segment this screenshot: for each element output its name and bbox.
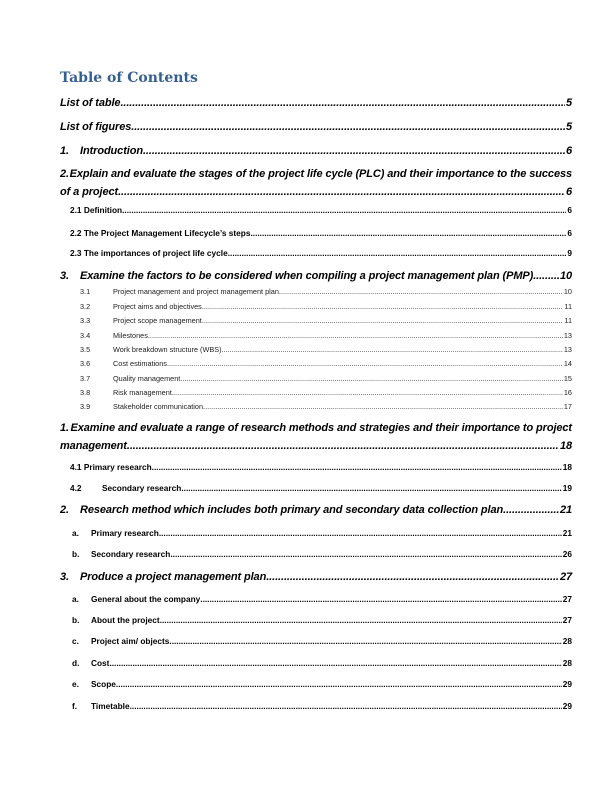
dot-leader <box>266 571 559 583</box>
toc-entry[interactable] <box>72 679 572 689</box>
toc-entry-page: 13 <box>563 331 572 340</box>
toc-entry-number: a. <box>72 594 79 604</box>
dot-leader <box>202 302 564 311</box>
toc-entry[interactable] <box>60 504 572 516</box>
toc-entry[interactable] <box>72 528 572 538</box>
toc-entry-number: 2. <box>60 504 69 516</box>
dot-leader <box>172 388 563 397</box>
dot-leader <box>222 345 563 354</box>
toc-entry-number: 1. <box>60 422 69 434</box>
toc-entry[interactable] <box>70 248 572 258</box>
toc-entry-text: Cost estimations <box>113 359 167 368</box>
toc-entry-number: 4.2 <box>70 483 82 493</box>
toc-entry[interactable] <box>80 302 572 311</box>
toc-entry-page: 11 <box>564 302 572 311</box>
dot-leader <box>131 121 565 133</box>
toc-entry-text: List of table <box>60 97 121 109</box>
toc-entry-page: 27 <box>562 594 572 604</box>
toc-entry[interactable] <box>72 658 572 668</box>
dot-leader <box>152 462 562 472</box>
toc-entry-page: 21 <box>562 528 572 538</box>
toc-entry[interactable] <box>60 121 572 133</box>
toc-entry-number: 3.2 <box>80 302 91 311</box>
toc-entry-number: 3. <box>60 571 69 583</box>
toc-entry-text: Project management and project management plan <box>113 287 279 296</box>
toc-entry[interactable] <box>70 462 572 472</box>
toc-entry[interactable] <box>60 145 572 157</box>
toc-entry[interactable] <box>72 549 572 559</box>
dot-leader <box>148 331 563 340</box>
toc-entry-text: List of figures <box>60 121 132 133</box>
toc-entry-text: Timetable <box>91 701 130 711</box>
toc-entry[interactable] <box>80 287 572 296</box>
toc-entry-page: 10 <box>559 270 572 282</box>
toc-entry[interactable] <box>72 636 572 646</box>
dot-leader <box>202 316 564 325</box>
toc-entry-page: 6 <box>567 205 572 215</box>
dot-leader <box>200 594 562 604</box>
toc-entry[interactable] <box>72 701 572 711</box>
toc-entry-number: 3.1 <box>80 287 91 296</box>
toc-entry[interactable] <box>80 331 572 340</box>
toc-entry-number: a. <box>72 528 79 538</box>
toc-entry-page: 21 <box>559 504 572 516</box>
toc-entry[interactable] <box>80 316 572 325</box>
toc-entry-text: 2.2 The Project Management Lifecycle’s steps <box>70 228 251 238</box>
toc-entry-page: 5 <box>565 97 572 109</box>
dot-leader <box>122 205 566 215</box>
toc-entry-page: 6 <box>567 228 572 238</box>
toc-entry-page: 19 <box>562 483 572 493</box>
toc-entry-page: 29 <box>562 701 572 711</box>
toc-entry-number: 3. <box>60 270 69 282</box>
toc-entry-number: c. <box>72 636 79 646</box>
toc-entry-page: 16 <box>563 388 572 397</box>
toc-entry-page: 27 <box>562 615 572 625</box>
toc-entry[interactable] <box>80 402 572 411</box>
toc-entry-text: Cost <box>91 658 110 668</box>
toc-entry-page: 28 <box>562 658 572 668</box>
toc-entry-page: 17 <box>563 402 572 411</box>
toc-entry-number: 3.5 <box>80 345 91 354</box>
toc-entry-number: 3.4 <box>80 331 91 340</box>
dot-leader <box>181 483 561 493</box>
dot-leader <box>203 402 563 411</box>
dot-leader <box>250 228 566 238</box>
toc-entry-text: Introduction <box>80 145 143 157</box>
toc-entry-text: 2.3 The importances of project life cycle <box>70 248 228 258</box>
toc-entry-page: 29 <box>562 679 572 689</box>
toc-entry-number: f. <box>72 701 78 711</box>
toc-entry-text: of a project <box>60 186 119 198</box>
toc-entry-number: e. <box>72 679 79 689</box>
toc-entry-number: d. <box>72 658 80 668</box>
toc-entry-text: Work breakdown structure (WBS) <box>113 345 222 354</box>
toc-entry-text: Project aim/ objects <box>91 636 170 646</box>
toc-entry-page: 5 <box>565 121 572 133</box>
toc-entry-page: 6 <box>565 145 572 157</box>
toc-entry-text: Explain and evaluate the stages of the project life cycle (PLC) and their importance to the success <box>69 168 572 180</box>
toc-entry[interactable] <box>60 422 572 434</box>
toc-entry[interactable] <box>60 571 572 583</box>
toc-entry-page: 11 <box>564 316 572 325</box>
toc-entry-text: 4.1 Primary research <box>70 462 152 472</box>
toc-entry[interactable] <box>80 359 572 368</box>
toc-entry-text: Project scope management <box>113 316 202 325</box>
toc-entry-page: 9 <box>567 248 572 258</box>
dot-leader <box>159 528 562 538</box>
toc-entry[interactable] <box>70 228 572 238</box>
toc-entry-text: Scope <box>91 679 116 689</box>
toc-entry[interactable] <box>60 97 572 109</box>
toc-entry-page: 14 <box>563 359 572 368</box>
toc-entry-page: 27 <box>559 571 572 583</box>
dot-leader <box>279 287 563 296</box>
toc-entry-text: Secondary research <box>91 549 171 559</box>
toc-entry-text: General about the company <box>91 594 201 604</box>
toc-entry-page: 13 <box>563 345 572 354</box>
toc-entry-text: Risk management <box>113 388 172 397</box>
toc-entry-continuation[interactable] <box>60 186 572 198</box>
toc-entry-number: 3.9 <box>80 402 91 411</box>
toc-entry-page: 18 <box>559 440 572 452</box>
toc-entry-page: 10 <box>563 287 572 296</box>
toc-entry[interactable] <box>80 374 572 383</box>
toc-entry-text: Milestones <box>113 331 148 340</box>
toc-entry-text: Primary research <box>91 528 159 538</box>
toc-entry-number: 3.7 <box>80 374 91 383</box>
toc-entry[interactable] <box>70 205 572 215</box>
toc-entry[interactable] <box>80 345 572 354</box>
toc-entry-text: About the project <box>91 615 160 625</box>
dot-leader <box>167 359 563 368</box>
toc-entry-number: 3.6 <box>80 359 91 368</box>
dot-leader <box>130 701 562 711</box>
toc-entry-text: Examine and evaluate a range of research methods and strategies and their importance to project <box>70 422 572 434</box>
dot-leader <box>180 374 563 383</box>
toc-entry-text: Quality management <box>113 374 181 383</box>
toc-entry-text: Produce a project management plan <box>80 571 267 583</box>
dot-leader <box>143 145 565 157</box>
dot-leader <box>533 270 559 282</box>
toc-entry-number: 1. <box>60 145 69 157</box>
toc-entry-text: Project aims and objectives <box>113 302 202 311</box>
dot-leader <box>169 636 561 646</box>
dot-leader <box>228 248 567 258</box>
toc-entry-text: Examine the factors to be considered when compiling a project management plan (PMP) <box>80 270 534 282</box>
toc-entry-continuation[interactable] <box>60 440 572 452</box>
toc-entry-text: 2.1 Definition <box>70 205 123 215</box>
toc-entry-page: 28 <box>562 636 572 646</box>
toc-entry-number: b. <box>72 615 80 625</box>
dot-leader <box>109 658 561 668</box>
toc-entry[interactable] <box>72 615 572 625</box>
dot-leader <box>170 549 561 559</box>
toc-entry-number: b. <box>72 549 80 559</box>
toc-entry[interactable] <box>60 270 572 282</box>
toc-entry-text: Stakeholder communication <box>113 402 204 411</box>
toc-entry-page: 26 <box>562 549 572 559</box>
toc-entry[interactable] <box>70 483 572 493</box>
toc-entry[interactable] <box>60 168 572 180</box>
toc-entry-page: 6 <box>565 186 572 198</box>
dot-leader <box>503 504 559 516</box>
toc-entry-number: 2. <box>60 168 69 180</box>
toc-entry-page: 18 <box>562 462 572 472</box>
toc-entry-number: 3.8 <box>80 388 91 397</box>
toc-entry-text: Secondary research <box>102 483 182 493</box>
toc-entry-text: management <box>60 440 127 452</box>
toc-entry-number: 3.3 <box>80 316 91 325</box>
toc-entry[interactable] <box>72 594 572 604</box>
toc-entry-page: 15 <box>563 374 572 383</box>
toc-entry[interactable] <box>80 388 572 397</box>
dot-leader <box>118 186 565 198</box>
toc-title: Table of Contents <box>60 70 198 86</box>
dot-leader <box>160 615 562 625</box>
dot-leader <box>116 679 562 689</box>
dot-leader <box>120 97 565 109</box>
toc-entry-text: Research method which includes both primary and secondary data collection plan <box>80 504 504 516</box>
dot-leader <box>127 440 559 452</box>
